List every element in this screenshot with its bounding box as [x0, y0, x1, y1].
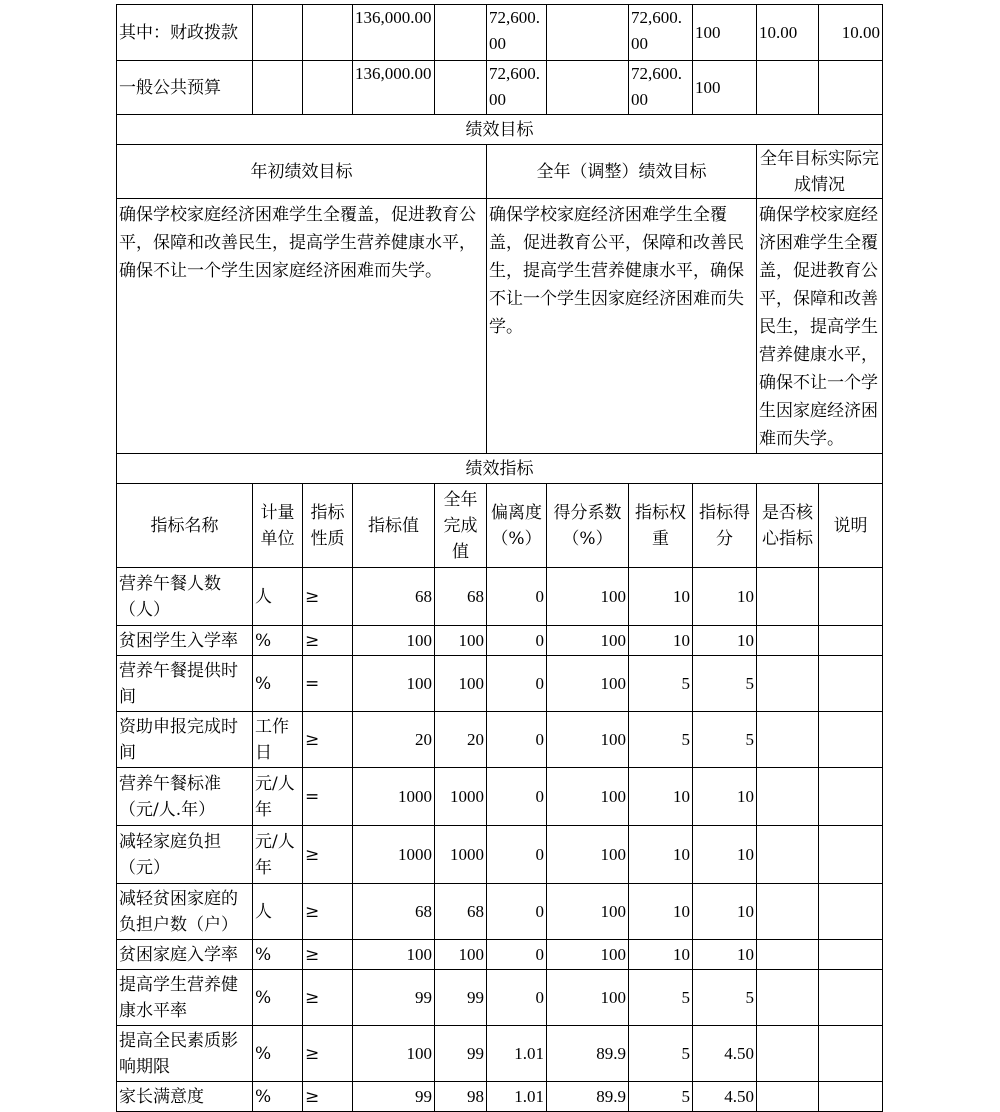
- funding-value: 72,600.00: [629, 5, 693, 61]
- indicator-row: [117, 970, 883, 1026]
- indicator-score-cell: 5: [693, 656, 757, 712]
- indicator-note-cell: [819, 1026, 883, 1082]
- indicator-note-cell: [819, 940, 883, 970]
- indicator-note-cell: [819, 1082, 883, 1112]
- indicator-nature-cell: =: [303, 768, 353, 826]
- indicator-unit-cell: %: [253, 656, 303, 712]
- indicator-row: [117, 626, 883, 656]
- table-body: [117, 5, 883, 1112]
- indicator-unit-cell: %: [253, 1026, 303, 1082]
- indicator-nature-cell: ≥: [303, 970, 353, 1026]
- indicator-deviation-cell: 0: [487, 712, 547, 768]
- indicator-coef-cell: 100: [547, 768, 629, 826]
- indicator-header-cell: 指标权重: [629, 484, 693, 568]
- indicator-nature-cell: ≥: [303, 1026, 353, 1082]
- indicator-actual-cell: 99: [435, 970, 487, 1026]
- indicator-header-cell: 指标性质: [303, 484, 353, 568]
- indicator-row: [117, 656, 883, 712]
- funding-value: 72,600.00: [487, 5, 547, 61]
- empty-cell: [547, 61, 629, 115]
- funding-value: [757, 61, 819, 115]
- goals-col2-text: 确保学校家庭经济困难学生全覆盖，促进教育公平，保障和改善民生，提高学生营养健康水平，确保不让一个学生因家庭经济困难而失学。: [487, 199, 757, 454]
- indicator-name-cell: 营养午餐人数（人）: [117, 568, 253, 626]
- indicator-core-cell: [757, 940, 819, 970]
- indicator-unit-cell: %: [253, 626, 303, 656]
- indicator-name-cell: 减轻贫困家庭的负担户数（户）: [117, 884, 253, 940]
- funding-value: 72,600.00: [629, 61, 693, 115]
- indicator-target-cell: 20: [353, 712, 435, 768]
- indicator-note-cell: [819, 768, 883, 826]
- indicator-note-cell: [819, 712, 883, 768]
- indicator-core-cell: [757, 712, 819, 768]
- indicator-weight-cell: 5: [629, 1026, 693, 1082]
- indicator-coef-cell: 100: [547, 970, 629, 1026]
- indicator-nature-cell: ≥: [303, 626, 353, 656]
- indicator-nature-cell: ≥: [303, 712, 353, 768]
- indicator-weight-cell: 10: [629, 826, 693, 884]
- indicator-target-cell: 68: [353, 884, 435, 940]
- indicator-name-cell: 减轻家庭负担（元）: [117, 826, 253, 884]
- funding-value: 136,000.00: [353, 5, 435, 61]
- indicator-nature-cell: ≥: [303, 826, 353, 884]
- performance-table-container: [116, 4, 883, 1112]
- goals-text-row: [117, 199, 883, 454]
- indicators-section-title: 绩效指标: [117, 454, 883, 484]
- goals-section-title: 绩效目标: [117, 115, 883, 145]
- indicator-coef-cell: 100: [547, 826, 629, 884]
- indicator-actual-cell: 100: [435, 626, 487, 656]
- empty-cell: [303, 5, 353, 61]
- indicator-nature-cell: ≥: [303, 1082, 353, 1112]
- funding-row: [117, 61, 883, 115]
- indicator-actual-cell: 68: [435, 568, 487, 626]
- indicator-name-cell: 家长满意度: [117, 1082, 253, 1112]
- indicator-actual-cell: 98: [435, 1082, 487, 1112]
- indicator-note-cell: [819, 826, 883, 884]
- indicator-row: [117, 826, 883, 884]
- indicator-note-cell: [819, 884, 883, 940]
- indicator-actual-cell: 20: [435, 712, 487, 768]
- indicator-note-cell: [819, 626, 883, 656]
- indicator-unit-cell: 工作日: [253, 712, 303, 768]
- indicator-row: [117, 568, 883, 626]
- indicator-header-cell: 全年完成值: [435, 484, 487, 568]
- indicator-score-cell: 5: [693, 970, 757, 1026]
- indicator-target-cell: 100: [353, 940, 435, 970]
- empty-cell: [435, 5, 487, 61]
- indicator-actual-cell: 1000: [435, 826, 487, 884]
- indicator-weight-cell: 5: [629, 1082, 693, 1112]
- indicator-unit-cell: %: [253, 970, 303, 1026]
- funding-value: 136,000.00: [353, 61, 435, 115]
- indicator-score-cell: 10: [693, 568, 757, 626]
- indicator-weight-cell: 5: [629, 970, 693, 1026]
- funding-value: [819, 61, 883, 115]
- indicator-coef-cell: 100: [547, 656, 629, 712]
- indicator-core-cell: [757, 1026, 819, 1082]
- indicator-target-cell: 99: [353, 1082, 435, 1112]
- goals-col2-header: 全年（调整）绩效目标: [487, 145, 757, 199]
- funding-value: 10.00: [757, 5, 819, 61]
- indicator-header-cell: 是否核心指标: [757, 484, 819, 568]
- indicator-deviation-cell: 0: [487, 884, 547, 940]
- indicator-unit-cell: 元/人年: [253, 768, 303, 826]
- indicator-name-cell: 提高全民素质影响期限: [117, 1026, 253, 1082]
- indicator-header-cell: 偏离度（%）: [487, 484, 547, 568]
- empty-cell: [547, 5, 629, 61]
- goals-col3-text: 确保学校家庭经济困难学生全覆盖，促进教育公平，保障和改善民生，提高学生营养健康水平，确保不让一个学生因家庭经济困难而失学。: [757, 199, 883, 454]
- indicator-coef-cell: 89.9: [547, 1026, 629, 1082]
- goals-section-row: [117, 115, 883, 145]
- indicator-target-cell: 99: [353, 970, 435, 1026]
- indicator-deviation-cell: 0: [487, 940, 547, 970]
- indicator-deviation-cell: 1.01: [487, 1082, 547, 1112]
- indicator-actual-cell: 100: [435, 656, 487, 712]
- indicator-core-cell: [757, 768, 819, 826]
- indicator-header-cell: 指标名称: [117, 484, 253, 568]
- indicator-score-cell: 5: [693, 712, 757, 768]
- indicator-score-cell: 10: [693, 768, 757, 826]
- indicator-header-cell: 指标得分: [693, 484, 757, 568]
- indicator-note-cell: [819, 568, 883, 626]
- indicator-row: [117, 712, 883, 768]
- indicator-name-cell: 营养午餐提供时间: [117, 656, 253, 712]
- indicator-unit-cell: 人: [253, 884, 303, 940]
- indicator-score-cell: 10: [693, 884, 757, 940]
- indicator-target-cell: 1000: [353, 768, 435, 826]
- empty-cell: [303, 61, 353, 115]
- indicator-deviation-cell: 0: [487, 970, 547, 1026]
- indicator-weight-cell: 10: [629, 940, 693, 970]
- indicator-weight-cell: 10: [629, 626, 693, 656]
- funding-label: 其中：财政拨款: [117, 5, 253, 61]
- indicator-name-cell: 资助申报完成时间: [117, 712, 253, 768]
- funding-value: 100: [693, 5, 757, 61]
- funding-value: 100: [693, 61, 757, 115]
- indicator-nature-cell: =: [303, 656, 353, 712]
- indicator-coef-cell: 100: [547, 712, 629, 768]
- indicator-deviation-cell: 0: [487, 826, 547, 884]
- performance-table: [116, 4, 883, 1112]
- indicator-deviation-cell: 0: [487, 768, 547, 826]
- indicator-core-cell: [757, 884, 819, 940]
- indicators-section-row: [117, 454, 883, 484]
- indicator-weight-cell: 5: [629, 656, 693, 712]
- funding-value: 10.00: [819, 5, 883, 61]
- indicator-score-cell: 4.50: [693, 1082, 757, 1112]
- indicator-unit-cell: %: [253, 1082, 303, 1112]
- empty-cell: [253, 5, 303, 61]
- indicator-note-cell: [819, 656, 883, 712]
- indicator-header-cell: 指标值: [353, 484, 435, 568]
- indicator-score-cell: 10: [693, 940, 757, 970]
- indicator-score-cell: 10: [693, 626, 757, 656]
- indicator-nature-cell: ≥: [303, 940, 353, 970]
- empty-cell: [253, 61, 303, 115]
- indicator-row: [117, 884, 883, 940]
- goals-col1-text: 确保学校家庭经济困难学生全覆盖，促进教育公平，保障和改善民生，提高学生营养健康水平，确保不让一个学生因家庭经济困难而失学。: [117, 199, 487, 454]
- indicator-row: [117, 1026, 883, 1082]
- indicator-actual-cell: 68: [435, 884, 487, 940]
- indicator-weight-cell: 10: [629, 884, 693, 940]
- goals-header-row: [117, 145, 883, 199]
- indicator-name-cell: 贫困学生入学率: [117, 626, 253, 656]
- indicator-core-cell: [757, 626, 819, 656]
- indicator-target-cell: 100: [353, 1026, 435, 1082]
- indicator-target-cell: 1000: [353, 826, 435, 884]
- indicator-coef-cell: 100: [547, 568, 629, 626]
- indicator-core-cell: [757, 568, 819, 626]
- goals-col1-header: 年初绩效目标: [117, 145, 487, 199]
- indicator-coef-cell: 89.9: [547, 1082, 629, 1112]
- indicator-core-cell: [757, 1082, 819, 1112]
- indicator-header-cell: 得分系数（%）: [547, 484, 629, 568]
- indicator-coef-cell: 100: [547, 940, 629, 970]
- indicator-weight-cell: 5: [629, 712, 693, 768]
- indicator-name-cell: 营养午餐标准（元/人.年）: [117, 768, 253, 826]
- indicator-target-cell: 100: [353, 656, 435, 712]
- indicator-deviation-cell: 0: [487, 568, 547, 626]
- indicator-unit-cell: 人: [253, 568, 303, 626]
- indicator-weight-cell: 10: [629, 568, 693, 626]
- funding-row: [117, 5, 883, 61]
- indicator-actual-cell: 99: [435, 1026, 487, 1082]
- indicator-nature-cell: ≥: [303, 884, 353, 940]
- indicator-core-cell: [757, 826, 819, 884]
- indicator-score-cell: 4.50: [693, 1026, 757, 1082]
- indicator-deviation-cell: 0: [487, 626, 547, 656]
- indicator-nature-cell: ≥: [303, 568, 353, 626]
- indicator-row: [117, 1082, 883, 1112]
- indicator-coef-cell: 100: [547, 884, 629, 940]
- funding-label: 一般公共预算: [117, 61, 253, 115]
- goals-col3-header: 全年目标实际完成情况: [757, 145, 883, 199]
- indicator-target-cell: 68: [353, 568, 435, 626]
- indicator-name-cell: 贫困家庭入学率: [117, 940, 253, 970]
- indicator-actual-cell: 100: [435, 940, 487, 970]
- empty-cell: [435, 61, 487, 115]
- indicator-header-cell: 说明: [819, 484, 883, 568]
- indicator-deviation-cell: 1.01: [487, 1026, 547, 1082]
- indicator-core-cell: [757, 656, 819, 712]
- indicator-note-cell: [819, 970, 883, 1026]
- indicator-row: [117, 940, 883, 970]
- indicator-header-cell: 计量单位: [253, 484, 303, 568]
- indicator-score-cell: 10: [693, 826, 757, 884]
- indicator-core-cell: [757, 970, 819, 1026]
- indicators-header-row: [117, 484, 883, 568]
- indicator-unit-cell: %: [253, 940, 303, 970]
- funding-value: 72,600.00: [487, 61, 547, 115]
- indicator-actual-cell: 1000: [435, 768, 487, 826]
- indicator-deviation-cell: 0: [487, 656, 547, 712]
- indicator-coef-cell: 100: [547, 626, 629, 656]
- indicator-weight-cell: 10: [629, 768, 693, 826]
- indicator-name-cell: 提高学生营养健康水平率: [117, 970, 253, 1026]
- indicator-target-cell: 100: [353, 626, 435, 656]
- indicator-row: [117, 768, 883, 826]
- indicator-unit-cell: 元/人年: [253, 826, 303, 884]
